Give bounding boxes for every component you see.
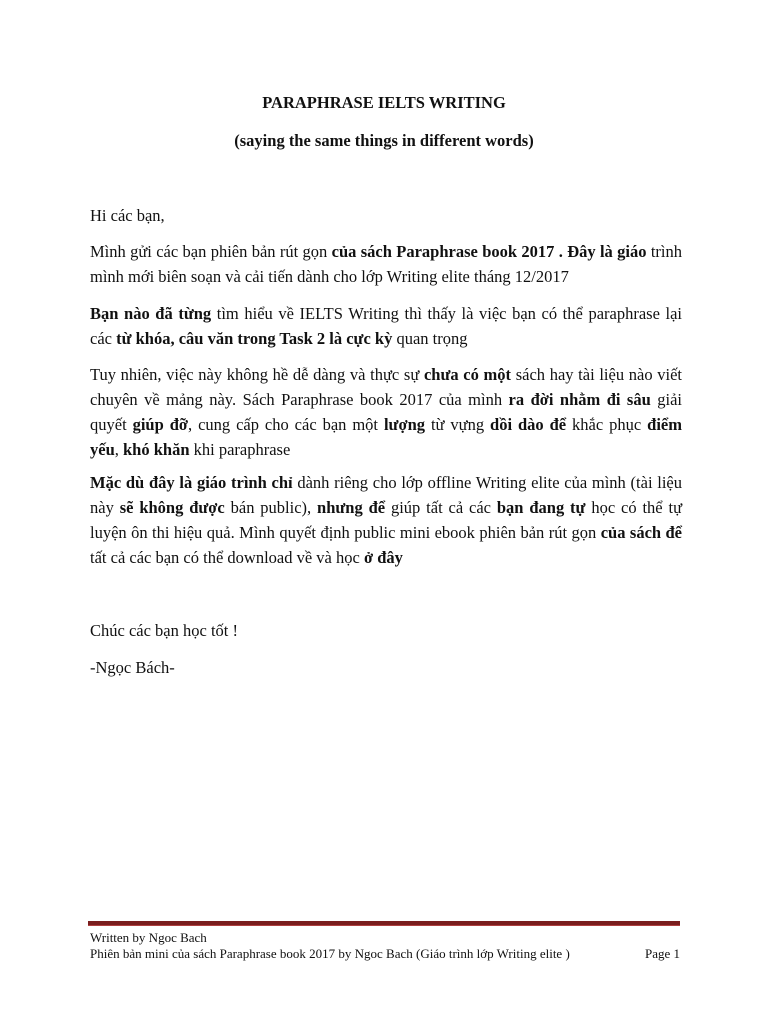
page-number: Page 1 xyxy=(644,946,680,961)
text-run: giải quyết xyxy=(90,390,682,434)
closing-line: Chúc các bạn học tốt ! xyxy=(90,621,238,640)
bold-text: nhưng để xyxy=(317,498,386,517)
text-run: Mình gửi các bạn phiên bản rút gọn xyxy=(90,242,332,261)
bold-text: giúp đỡ xyxy=(132,415,189,434)
bold-text: chưa có một xyxy=(423,365,512,384)
text-run: quan trọng xyxy=(392,329,468,348)
bold-text: Mặc dù đây là giáo trình chỉ xyxy=(90,473,293,492)
bold-text: của sách Paraphrase book 2017 . Đây là giáo xyxy=(331,242,647,261)
text-run: tìm hiểu về IELTS Writing thì thấy là việc bạn có thể paraphrase lại các xyxy=(90,304,682,348)
text-run: sách hay tài liệu nào viết chuyên về mảng này. Sách Paraphrase book 2017 của mình xyxy=(90,365,682,409)
text-run: Tuy nhiên, việc này không hề dễ dàng và thực sự xyxy=(90,365,424,384)
text-run: khi paraphrase xyxy=(189,440,291,459)
text-run: , xyxy=(114,440,123,459)
bold-text: từ khóa, câu văn trong Task 2 là cực kỳ xyxy=(116,329,393,348)
paragraph xyxy=(90,362,682,462)
text-run: từ vựng xyxy=(425,415,491,434)
footer-book-info: Phiên bản mini của sách Paraphrase book 2017 by Ngoc Bach (Giáo trình lớp Writing elite ) xyxy=(90,946,570,961)
bold-text: ra đời nhằm đi sâu xyxy=(508,390,651,409)
text-run: khắc phục xyxy=(566,415,648,434)
signature: -Ngọc Bách- xyxy=(90,658,175,677)
text-run: tất cả các bạn có thể download về và học xyxy=(90,548,364,567)
greeting: Hi các bạn, xyxy=(90,206,165,225)
footer-divider xyxy=(88,921,680,926)
document-title: PARAPHRASE IELTS WRITING xyxy=(262,93,506,112)
paragraph xyxy=(90,470,682,570)
footer-info xyxy=(90,946,680,962)
paragraph xyxy=(90,239,682,289)
paragraph xyxy=(90,301,682,351)
bold-text: điểm yếu xyxy=(90,415,682,459)
footer-author: Written by Ngoc Bach xyxy=(90,930,207,945)
bold-text: sẽ không được xyxy=(119,498,225,517)
bold-text: ở đây xyxy=(363,548,403,567)
text-run: học có thể tự luyện ôn thi hiệu quả. Mình quyết định public mini ebook phiên bản rút gọn xyxy=(90,498,683,542)
bold-text: dồi dào để xyxy=(490,415,567,434)
bold-text: bạn đang tự xyxy=(496,498,586,517)
bold-text: khó khăn xyxy=(123,440,190,459)
text-run: giúp tất cả các xyxy=(385,498,497,517)
bold-text: của sách để xyxy=(600,523,683,542)
document-subtitle: (saying the same things in different words) xyxy=(234,131,534,150)
bold-text: lượng xyxy=(383,415,426,434)
text-run: dành riêng cho lớp offline Writing elite của mình (tài liệu này xyxy=(90,473,682,517)
text-run: trình mình mới biên soạn và cải tiến dành cho lớp Writing elite tháng 12/2017 xyxy=(90,242,682,286)
text-run: , cung cấp cho các bạn một xyxy=(188,415,384,434)
text-run: bán public), xyxy=(224,498,318,517)
bold-text: Bạn nào đã từng xyxy=(90,304,212,323)
